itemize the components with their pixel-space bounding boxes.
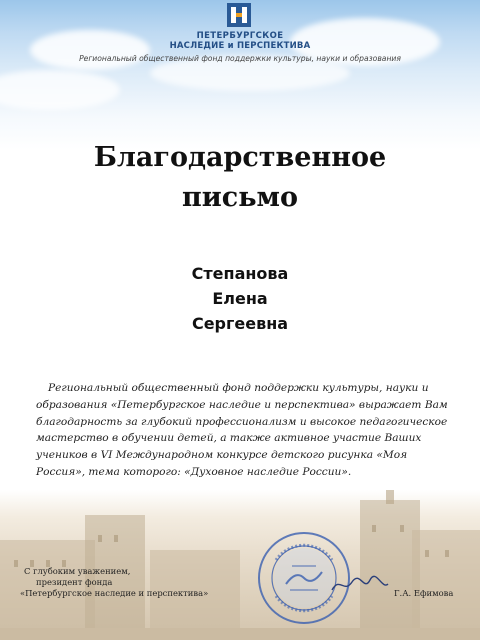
recipient-last-name: Степанова (191, 264, 289, 283)
building (412, 530, 480, 640)
org-name-line2: НАСЛЕДИЕ и ПЕРСПЕКТИВА (169, 41, 311, 51)
window (98, 535, 102, 542)
signer-name: Г.А. Ефимова (394, 588, 454, 598)
closing-line3: «Петербургское наследие и перспектива» (20, 588, 209, 598)
org-subtitle: Региональный общественный фонд поддержки культуры, науки и образования (79, 54, 401, 63)
city-illustration (0, 490, 480, 640)
closing-line1: С глубоким уважением, (24, 566, 131, 576)
window (425, 550, 429, 557)
org-name-line1: ПЕТЕРБУРГСКОЕ (196, 31, 284, 41)
bottom-border (0, 628, 480, 640)
handwritten-signature (330, 572, 390, 598)
recipient-patronymic: Сергеевна (191, 314, 289, 333)
window (114, 535, 118, 542)
window (400, 525, 404, 532)
document-title-line1: Благодарственное (93, 142, 387, 173)
tower-spire (386, 490, 394, 504)
letter-body: Региональный общественный фонд поддержки культуры, науки и образования «Петербургское наследие и перспектива» выражает Вам благодарность за глубокий профессионализм и высокое педагогическое мастерство в обучении детей, а также активное участие Ваших учеников в VI Международном конкурсе детского рисунка «Моя Россия», тема которого: «Духовное наследие России». (36, 382, 448, 478)
building-logo-icon (226, 2, 252, 28)
cloud (0, 70, 120, 110)
document-title-line2: письмо (181, 182, 298, 213)
recipient-first-name: Елена (212, 289, 268, 308)
window (14, 560, 18, 567)
window (445, 550, 449, 557)
closing-line2: президент фонда (36, 577, 113, 587)
building (360, 500, 420, 640)
window (372, 525, 376, 532)
